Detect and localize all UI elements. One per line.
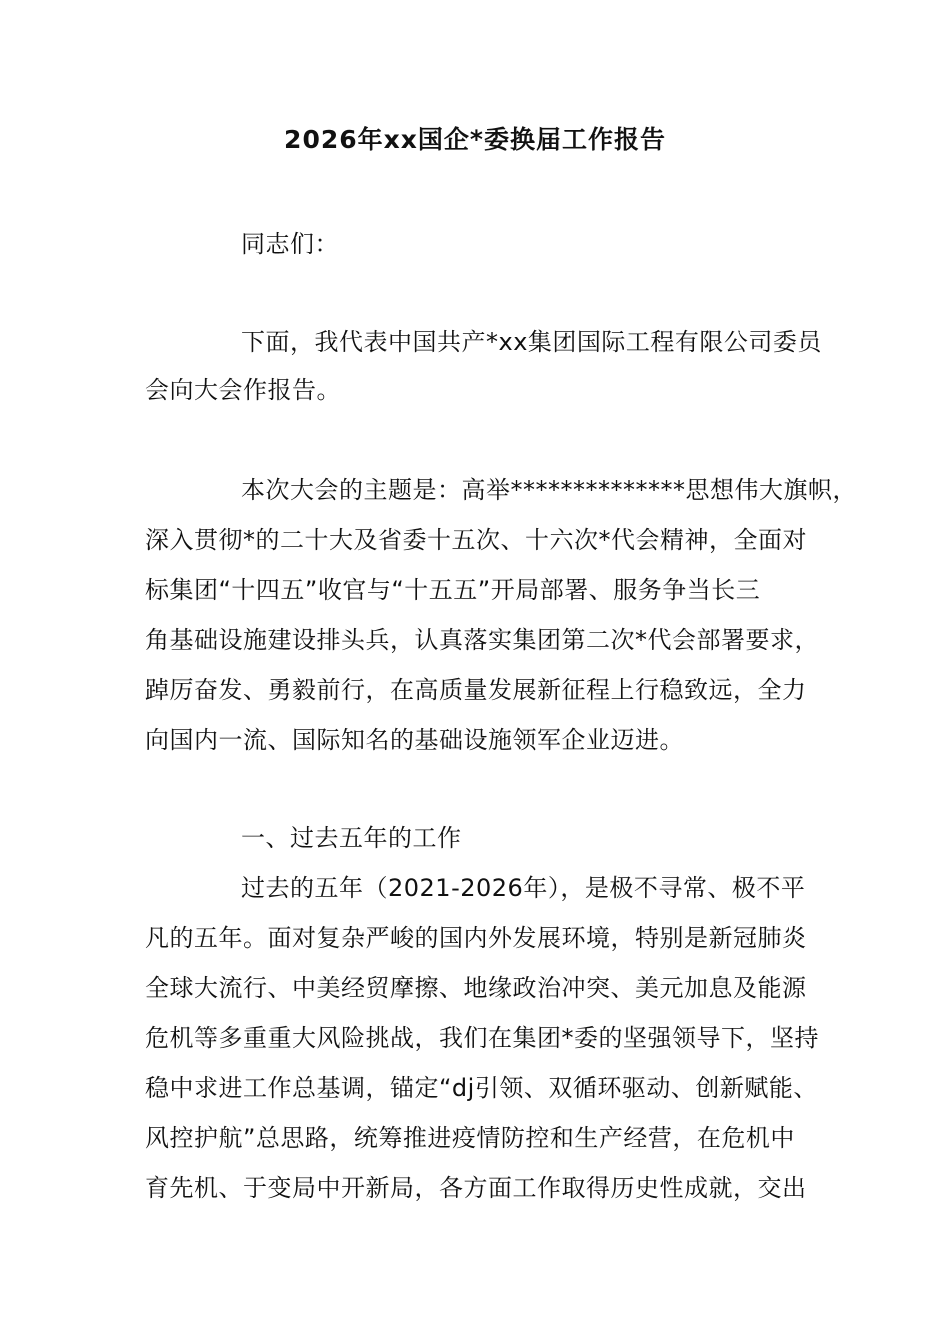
paragraph-line: 角基础设施建设排头兵，认真落实集团第二次*代会部署要求， — [145, 626, 819, 654]
paragraph-line: 向国内一流、国际知名的基础设施领军企业迈进。 — [145, 726, 684, 754]
paragraph-line: 稳中求进工作总基调，锚定“dj引领、双循环驱动、创新赋能、 — [145, 1074, 818, 1102]
paragraph-line: 风控护航”总思路，统筹推进疫情防控和生产经营，在危机中 — [145, 1124, 795, 1152]
paragraph-line: 会向大会作报告。 — [145, 376, 341, 404]
paragraph-line: 下面，我代表中国共产*xx集团国际工程有限公司委员 — [241, 328, 822, 356]
paragraph-line: 全球大流行、中美经贸摩擦、地缘政治冲突、美元加息及能源 — [145, 974, 807, 1002]
paragraph-line: 育先机、于变局中开新局，各方面工作取得历史性成就，交出 — [145, 1174, 807, 1202]
salutation: 同志们： — [241, 230, 339, 258]
paragraph-line: 危机等多重重大风险挑战，我们在集团*委的坚强领导下，坚持 — [145, 1024, 819, 1052]
paragraph-line: 过去的五年（2021-2026年），是极不寻常、极不平 — [241, 874, 806, 902]
paragraph-line: 深入贯彻*的二十大及省委十五次、十六次*代会精神，全面对 — [145, 526, 807, 554]
paragraph-line: 标集团“十四五”收官与“十五五”开局部署、服务争当长三 — [145, 576, 761, 604]
paragraph-line: 踔厉奋发、勇毅前行，在高质量发展新征程上行稳致远，全力 — [145, 676, 807, 704]
paragraph-line: 本次大会的主题是：高举**************思想伟大旗帜， — [241, 476, 857, 504]
paragraph-line: 凡的五年。面对复杂严峻的国内外发展环境，特别是新冠肺炎 — [145, 924, 807, 952]
document-title: 2026年xx国企*委换届工作报告 — [284, 125, 666, 154]
section-heading: 一、过去五年的工作 — [241, 824, 462, 852]
